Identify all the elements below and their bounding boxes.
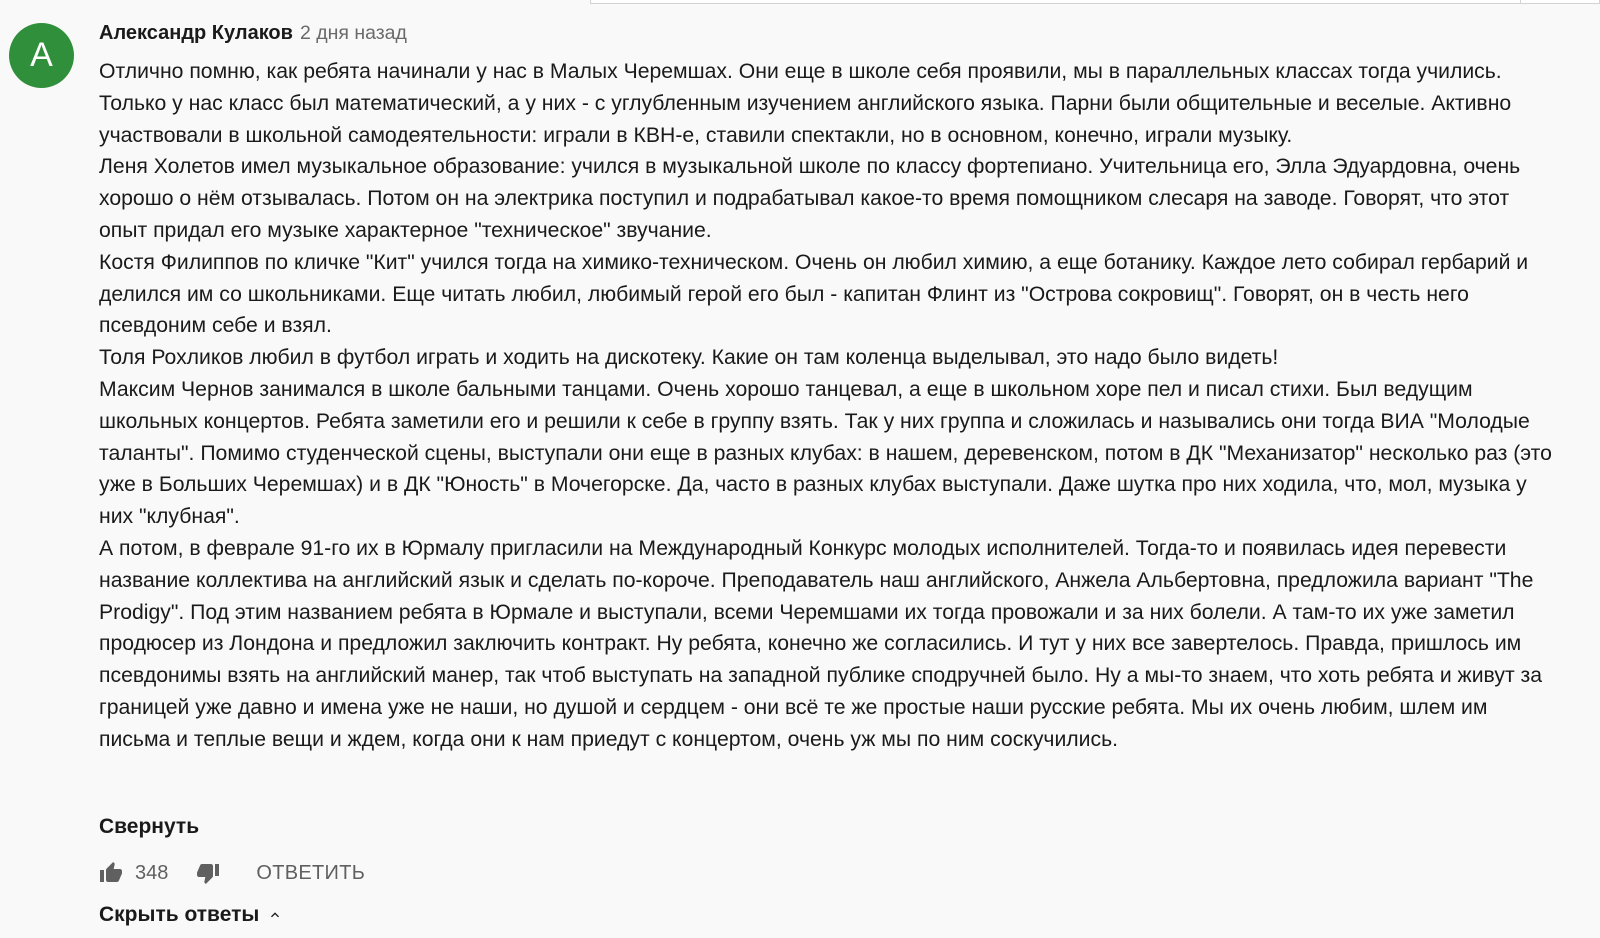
- hide-replies-label: Скрыть ответы: [99, 903, 260, 926]
- thumb-up-icon[interactable]: [97, 859, 125, 887]
- comment-actions: [97, 857, 365, 889]
- author-name[interactable]: Александр Кулаков: [99, 22, 293, 44]
- comment-header: [99, 22, 407, 48]
- collapse-button[interactable]: Свернуть: [99, 815, 200, 838]
- thumb-down-icon[interactable]: [194, 859, 222, 887]
- comment-text: [99, 56, 1559, 756]
- comment-paragraph: Толя Рохликов любил в футбол играть и ходить на дискотеку. Какие он там коленца выделывал, это надо было видеть!: [99, 346, 1279, 370]
- comment-paragraph: Леня Холетов имел музыкальное образование: учился в музыкальной школе по классу фортепиано. Учительница его, Элла Эдуардовна, очень хорошо о нём отзывалась. Потом он на электрика поступил и подрабатывал какое-то время помощником слесаря на заводе. Говорят, что этот опыт придал его музыке характерное "техническое" звучание.: [99, 155, 1521, 242]
- comment-time[interactable]: 2 дня назад: [299, 22, 407, 44]
- chevron-up-icon: [267, 907, 283, 923]
- avatar[interactable]: A: [9, 23, 74, 88]
- comment-paragraph: Отлично помню, как ребята начинали у нас в Малых Черемшах. Они еще в школе себя проявили, мы в параллельных классах тогда учились. Только у нас класс был математический, а у них - с углубленным изучением английского языка. Парни были общительные и веселые. Активно участвовали в школьной самодеятельности: играли в КВН-е, ставили спектакли, но в основном, конечно, играли музыку.: [99, 60, 1512, 147]
- comment-paragraph: А потом, в феврале 91-го их в Юрмалу пригласили на Международный Конкурс молодых исполнителей. Тогда-то и появилась идея перевести название коллектива на английский язык и сделать по-короче. Преподаватель наш английского, Анжела Альбертовна, предложила вариант "The Prodigy". Под этим названием ребята в Юрмале и выступали, всеми Черемшами их тогда провожали и за них болели. А там-то их уже заметил продюсер из Лондона и предложил заключить контракт. Ну ребята, конечно же согласились. И тут у них все завертелось. Правда, пришлось им псевдонимы взять на английский манер, так чтоб выступать на западной публике сподручней было. Ну а мы-то знаем, что хоть ребята и живут за границей уже давно и имена уже не наши, но душой и сердцем - они всё те же простые наши русские ребята. Мы их очень любим, шлем им письма и теплые вещи и ждем, когда они к нам приедут с концертом, очень уж мы по ним соскучились.: [99, 536, 1543, 751]
- like-count: 348: [135, 861, 169, 884]
- reply-button[interactable]: ОТВЕТИТЬ: [256, 861, 366, 884]
- comment-paragraph: Максим Чернов занимался в школе бальными танцами. Очень хорошо танцевал, а еще в школьном хоре пел и писал стихи. Был ведущим школьных концертов. Ребята заметили его и решили к себе в группу взять. Так у них группа и сложилась и назывались они тогда ВИА "Молодые таланты". Помимо студенческой сцены, выступали они еще в разных клубах: в нашем, деревенском, потом в ДК "Механизатор" несколько раз (это уже в Больших Черемшах) и в ДК "Юность" в Мочегорске. Да, часто в разных клубах выступали. Даже шутка про них ходила, что, мол, музыка у них "клубная".: [99, 377, 1552, 529]
- hide-replies-button[interactable]: [99, 903, 283, 927]
- comment-paragraph: Костя Филиппов по кличке "Кит" учился тогда на химико-техническом. Очень он любил химию, а еще ботанику. Каждое лето собирал гербарий и делился им со школьниками. Еще читать любил, любимый герой его был - капитан Флинт из "Острова сокровищ". Говорят, он в честь него псевдоним себе и взял.: [99, 250, 1529, 338]
